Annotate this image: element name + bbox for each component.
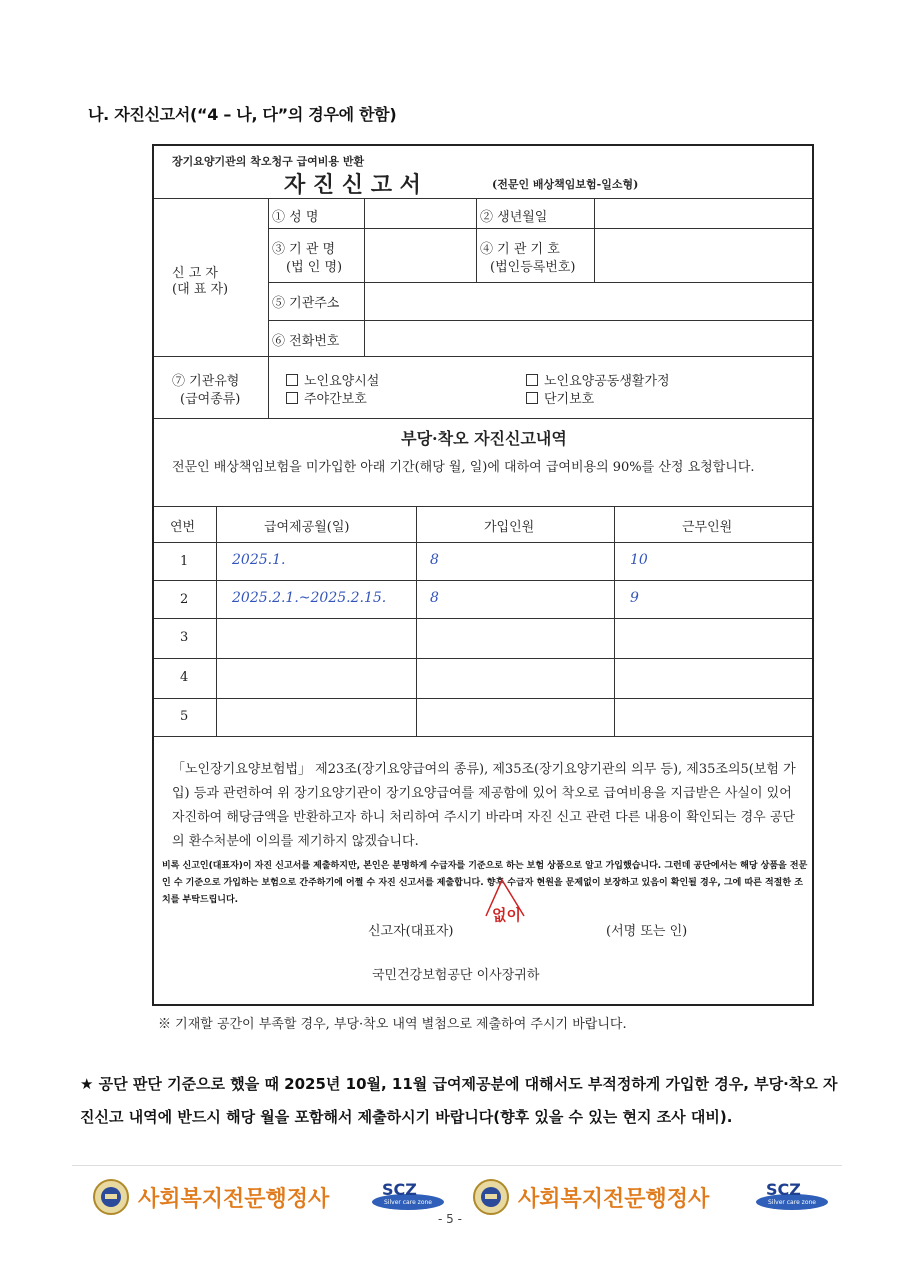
brand-logo (754, 1180, 830, 1212)
form-subtitle: (전문인 배상책임보험-일소형) (492, 178, 639, 191)
org-type-option[interactable]: 노인요양공동생활가정 (526, 370, 670, 389)
inserted-statement: 비록 신고인(대표자)이 자진 신고서를 제출하지만, 본인은 분명하게 수급자를 기준으로 하는 보험 상품으로 알고 가입했습니다. 그런데 공단에서는 해당 상품을 전문인 수 기준으로 가입하는 보험으로 간주하기에 어쩔 수 자진 신고서를 제출합니다. 향후 수급자 현원을 문제없이 보장하고 있음이 확인될 경우, 그에 따른 적절한 조치를 부탁드립니다. (162, 861, 808, 905)
seal-icon (92, 1178, 130, 1216)
handwritten-period: 2025.1. (232, 552, 286, 568)
recipient: 국민건강보험공단 이사장귀하 (372, 968, 540, 983)
table-header: 연번 (170, 520, 196, 535)
org-type-option[interactable]: 노인요양시설 (286, 370, 379, 389)
intro-text: 전문인 배상책임보험을 미가입한 아래 기간(해당 월, 일)에 대하여 급여비용의 90%를 산정 요청합니다. (172, 460, 755, 475)
seal-icon (472, 1178, 510, 1216)
field-org-code-label: ④ 기 관 기 호 (480, 242, 560, 257)
field-address-label: ⑤ 기관주소 (272, 296, 340, 311)
checkbox-icon (526, 374, 538, 386)
signer-label: 신고자(대표자) (368, 924, 454, 939)
org-type-option[interactable]: 주야간보호 (286, 388, 367, 407)
field-phone-label: ⑥ 전화번호 (272, 334, 340, 349)
signature-label: (서명 또는 인) (606, 924, 688, 939)
handwritten-joined: 8 (430, 590, 439, 606)
self-report-form: 장기요양기관의 착오청구 급여비용 반환 자 진 신 고 서 (전문인 배상책임보험-일소형) 신 고 자 (대 표 자) ① 성 명 ② 생년월일 ③ 기 관 명 (법 인 명) ④ 기 관 기 호 (법인등록번호) ⑤ 기관주소 ⑥ 전화번호 ⑦ 기관유형 (급여종류) 노인요양시설 노인요양공동생활가정 주야간보호 단기보호 부당·착오 자진신고내역 전문인 배상책임보험을 미가입한 아래 기간(해당 월, 일)에 대하여 급여비용의 90%를 산정 요청합니다. 연번 급여제공월(일) 가입인원 근무인원 1 2025.1. 8 10 2 2025.2.1.~2025.2.15. 8 9 3 4 5 「노인장기요양보험법」 제23조(장기요양급여의 종류), 제35조(장기요양기관의 의무 등), 제35조의5(보험 가입) 등과 관련하여 위 장기요양기관이 장기요양급여를 제공함에 있어 착오로 급여비용을 지급받은 사실이 있어 자진하여 해당금액을 반환하고자 하니 처리하여 주시기 바라며 자진 신고 관련 다른 내용이 확인되는 경우 공단의 환수처분에 이의를 제기하지 않겠습니다. 비록 신고인(대표자)이 자진 신고서를 제출하지만, 본인은 분명하게 수급자를 기준으로 하는 보험 상품으로 알고 가입했습니다. 그런데 공단에서는 해당 상품을 전문인 수 기준으로 가입하는 보험으로 간주하기에 어쩔 수 자진 신고서를 제출합니다. 향후 수급자 현원을 문제없이 보장하고 있음이 확인될 경우, 그에 따른 적절한 조치를 부탁드립니다. 없이 신고자(대표자) (서명 또는 인) 국민건강보험공단 이사장귀하 (152, 144, 814, 1006)
field-org-code-sublabel: (법인등록번호) (490, 260, 576, 275)
reporter-label: 신 고 자 (172, 266, 218, 281)
table-header: 급여제공월(일) (264, 520, 350, 535)
handwritten-joined: 8 (430, 552, 439, 568)
handwritten-annotation: 없이 (492, 906, 521, 924)
checkbox-icon (286, 374, 298, 386)
logo-org-name: 사회복지전문행정사 (518, 1186, 710, 1212)
org-type-label: ⑦ 기관유형 (172, 374, 240, 389)
footer-divider (72, 1165, 842, 1166)
brand-sub: Silver care zone (768, 1199, 816, 1206)
form-top-caption: 장기요양기관의 착오청구 급여비용 반환 (172, 155, 365, 168)
table-header: 가입인원 (484, 520, 535, 535)
bottom-note: ※ 기재할 공간이 부족할 경우, 부당·착오 내역 별첨으로 제출하여 주시기 바랍니다. (158, 1017, 627, 1032)
field-org-name-label: ③ 기 관 명 (272, 242, 336, 257)
logo-org-name: 사회복지전문행정사 (138, 1186, 330, 1212)
org-type-option[interactable]: 단기보호 (526, 388, 594, 407)
handwritten-working: 9 (630, 590, 639, 606)
table-header: 근무인원 (682, 520, 733, 535)
brand-logo (370, 1180, 446, 1212)
checkbox-icon (286, 392, 298, 404)
field-org-name-sublabel: (법 인 명) (286, 260, 343, 275)
field-name-label: ① 성 명 (272, 210, 319, 225)
star-note: ★ 공단 판단 기준으로 했을 때 2025년 10월, 11월 급여제공분에 대해서도 부적정하게 가입한 경우, 부당·착오 자진신고 내역에 반드시 해당 월을 포함해서 제출하시기 바랍니다(향후 있을 수 있는 현지 조사 대비). (80, 1075, 838, 1126)
brand-name: SCZ (766, 1180, 801, 1199)
org-type-sublabel: (급여종류) (180, 392, 241, 407)
section-heading: 나. 자진신고서(“4 – 나, 다”의 경우에 한함) (88, 105, 397, 124)
handwritten-working: 10 (630, 552, 648, 568)
brand-name: SCZ (382, 1180, 417, 1199)
reporter-sublabel: (대 표 자) (172, 282, 229, 297)
page-number: - 5 - (438, 1212, 462, 1226)
field-birth-label: ② 생년월일 (480, 210, 548, 225)
statute-text: 「노인장기요양보험법」 제23조(장기요양급여의 종류), 제35조(장기요양기관의 의무 등), 제35조의5(보험 가입) 등과 관련하여 위 장기요양기관이 장기요양급여를 제공함에 있어 착오로 급여비용을 지급받은 사실이 있어 자진하여 해당금액을 반환하고자 하니 처리하여 주시기 바라며 자진 신고 관련 다른 내용이 확인되는 경우 공단의 환수처분에 이의를 제기하지 않겠습니다. (172, 762, 796, 849)
checkbox-icon (526, 392, 538, 404)
section-title: 부당·착오 자진신고내역 (401, 429, 567, 448)
brand-sub: Silver care zone (384, 1199, 432, 1206)
handwritten-period: 2025.2.1.~2025.2.15. (232, 590, 387, 606)
form-title: 자 진 신 고 서 (284, 172, 421, 198)
